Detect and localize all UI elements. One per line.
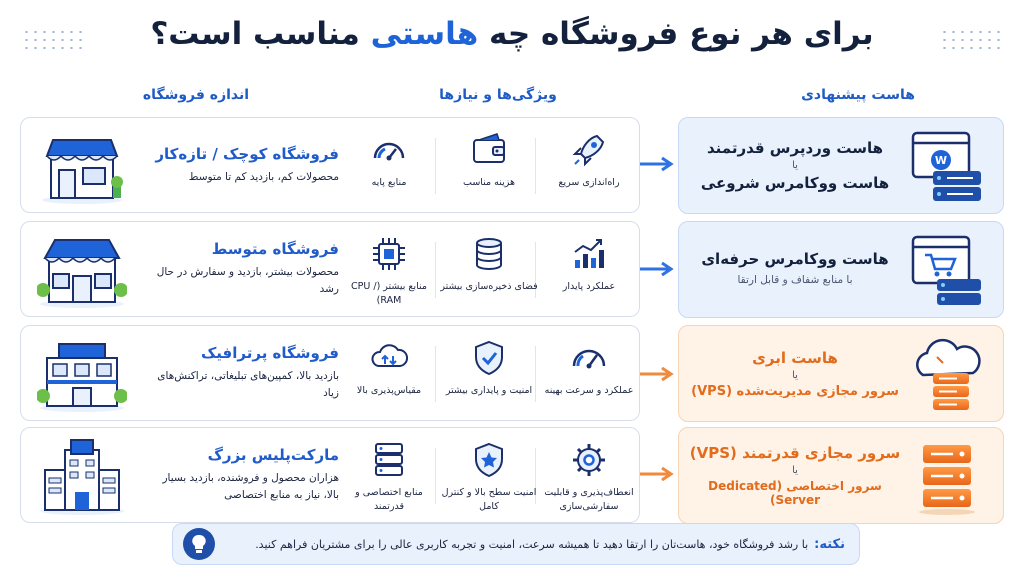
store-info bbox=[149, 118, 339, 212]
feature-label: مقیاس‌پذیری بالا bbox=[356, 385, 422, 396]
hosting-second: سرور اختصاصی (Dedicated Server) bbox=[708, 479, 882, 507]
store-name: فروشگاه پرترافیک bbox=[200, 344, 339, 362]
hosting-main: هاست ووکامرس حرفه‌ای bbox=[701, 250, 889, 268]
feature-1 bbox=[539, 118, 639, 212]
note-box bbox=[172, 523, 860, 565]
feature-3 bbox=[339, 118, 439, 212]
header-hosting: هاست پیشنهادی bbox=[801, 87, 915, 103]
feature-label: امنیت سطح بالا و کنترل کامل bbox=[441, 487, 537, 512]
server-rack-icon bbox=[369, 440, 409, 480]
hosting-or: یا bbox=[792, 465, 798, 476]
dedicated-server-icon bbox=[907, 437, 987, 517]
svg-text:W: W bbox=[934, 154, 948, 167]
header-features: ویژگی‌ها و نیازها bbox=[439, 87, 557, 103]
arrow-icon bbox=[638, 466, 674, 482]
hosting-main: سرور مجازی قدرتمند (VPS) bbox=[689, 444, 901, 462]
wordpress-server-icon bbox=[907, 127, 987, 207]
large-shop-icon bbox=[37, 334, 127, 414]
feature-label: منابع اختصاصی و قدرتمند bbox=[355, 487, 423, 512]
feature-label: عملکرد پایدار bbox=[562, 281, 616, 292]
feature-3 bbox=[339, 326, 439, 420]
arrow-icon bbox=[638, 261, 674, 277]
feature-2 bbox=[439, 326, 539, 420]
gauge-icon bbox=[369, 130, 409, 170]
lightbulb-icon bbox=[183, 528, 215, 560]
feature-1 bbox=[539, 326, 639, 420]
feature-label: امنیت و پایداری بیشتر bbox=[445, 385, 533, 396]
hosting-or: یا bbox=[792, 160, 798, 171]
feature-label: عملکرد و سرعت بهینه bbox=[544, 385, 634, 396]
medium-shop-icon bbox=[37, 230, 127, 310]
wallet-icon bbox=[469, 130, 509, 170]
store-name: فروشگاه کوچک / تازه‌کار bbox=[155, 144, 339, 163]
gear-icon bbox=[569, 440, 609, 480]
hosting-second: هاست ووکامرس شروعی bbox=[700, 174, 890, 192]
note-label: نکته: bbox=[814, 536, 845, 552]
hosting-second: با منابع شفاف و قابل ارتقا bbox=[737, 274, 853, 286]
marketplace-building-icon bbox=[37, 436, 127, 516]
feature-label: منابع پایه bbox=[371, 177, 407, 188]
database-icon bbox=[469, 234, 509, 274]
speedometer-icon bbox=[569, 338, 609, 378]
feature-label: منابع بیشتر (CPU / RAM) bbox=[351, 281, 427, 306]
hosting-or: یا bbox=[792, 369, 798, 381]
store-info bbox=[149, 428, 339, 522]
cpu-icon bbox=[369, 234, 409, 274]
hosting-main: هاست ابری bbox=[752, 348, 838, 367]
shield-star-icon bbox=[469, 440, 509, 480]
store-desc: بازدید بالا، کمپین‌های تبلیغاتی، تراکنش‌های زیاد bbox=[157, 370, 339, 399]
store-name: فروشگاه متوسط bbox=[211, 240, 339, 258]
hosting-second: سرور مجازی مدیریت‌شده (VPS) bbox=[691, 383, 899, 399]
header-store-size: اندازه فروشگاه bbox=[142, 87, 250, 103]
feature-label: راه‌اندازی سریع bbox=[558, 177, 620, 188]
arrow-icon bbox=[638, 156, 674, 172]
store-desc: هزاران محصول و فروشنده، بازدید بسیار بالا، نیاز به منابع اختصاصی bbox=[162, 472, 339, 501]
hosting-card-4 bbox=[678, 427, 1004, 524]
feature-3 bbox=[339, 428, 439, 522]
cart-server-icon bbox=[907, 231, 987, 311]
feature-label: فضای ذخیره‌سازی بیشتر bbox=[440, 281, 538, 292]
store-info bbox=[149, 222, 339, 316]
rocket-icon bbox=[569, 130, 609, 170]
feature-label: هزینه مناسب bbox=[463, 177, 516, 188]
hosting-card-3 bbox=[678, 325, 1004, 422]
note-text: با رشد فروشگاه خود، هاست‌تان را ارتقا دهید تا همیشه سرعت، امنیت و تجربه کاربری عالی را برای مشتریان فراهم کنید. bbox=[255, 537, 809, 551]
cloud-scale-icon bbox=[369, 338, 409, 378]
feature-2 bbox=[439, 428, 539, 522]
title-highlight: هاستی bbox=[370, 16, 479, 52]
arrow-icon bbox=[638, 366, 674, 382]
hosting-main: هاست وردپرس قدرتمند bbox=[706, 139, 884, 157]
store-row-4 bbox=[20, 427, 640, 523]
feature-1 bbox=[539, 428, 639, 522]
feature-2 bbox=[439, 118, 539, 212]
feature-3 bbox=[339, 222, 439, 316]
small-shop-icon bbox=[37, 126, 127, 206]
feature-label: انعطاف‌پذیری و قابلیت سفارشی‌سازی bbox=[544, 487, 634, 512]
feature-1 bbox=[539, 222, 639, 316]
growth-chart-icon bbox=[569, 234, 609, 274]
hosting-card-1 bbox=[678, 117, 1004, 214]
feature-2 bbox=[439, 222, 539, 316]
hosting-card-2 bbox=[678, 221, 1004, 318]
store-desc: محصولات کم، بازدید کم تا متوسط bbox=[188, 170, 339, 183]
store-name: مارکت‌پلیس بزرگ bbox=[207, 446, 339, 464]
shield-check-icon bbox=[469, 338, 509, 378]
store-desc: محصولات بیشتر، بازدید و سفارش در حال رشد bbox=[156, 266, 339, 295]
store-row-1 bbox=[20, 117, 640, 213]
page-title: برای هر نوع فروشگاه چه هاستی مناسب است؟ bbox=[150, 16, 874, 52]
note-text-wrap bbox=[245, 524, 845, 564]
store-info bbox=[149, 326, 339, 420]
store-row-3 bbox=[20, 325, 640, 421]
cloud-server-icon bbox=[907, 335, 987, 415]
store-row-2 bbox=[20, 221, 640, 317]
